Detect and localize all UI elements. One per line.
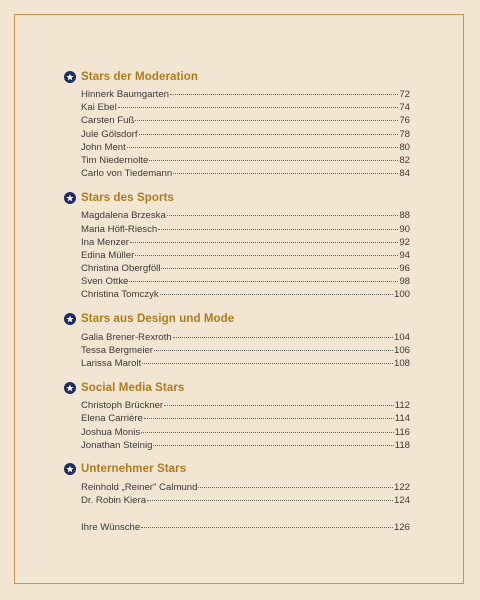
toc-entry xyxy=(81,141,410,154)
dot-leader xyxy=(142,363,393,364)
dot-leader xyxy=(173,337,393,338)
dot-leader xyxy=(154,350,393,351)
dot-leader xyxy=(170,94,398,95)
section-entries xyxy=(64,209,410,301)
dot-leader xyxy=(158,229,398,230)
section-title: Unternehmer Stars xyxy=(81,463,187,476)
entry-name: John Ment xyxy=(81,141,126,153)
entry-page-number: 88 xyxy=(399,210,410,222)
entry-page-number: 112 xyxy=(394,400,410,412)
toc-entry xyxy=(81,331,410,344)
section-entries xyxy=(64,481,410,507)
dot-leader xyxy=(135,255,398,256)
entry-page-number: 126 xyxy=(393,522,410,534)
dot-leader xyxy=(147,500,393,501)
section-title: Stars aus Design und Mode xyxy=(81,313,235,326)
dot-leader xyxy=(144,418,394,419)
entry-name: Jule Gölsdorf xyxy=(81,128,138,140)
section-title: Stars des Sports xyxy=(81,191,174,204)
dot-leader xyxy=(130,242,398,243)
entry-name: Christina Tomczyk xyxy=(81,289,159,301)
entry-name: Dr. Robin Kiera xyxy=(81,495,147,507)
table-of-contents xyxy=(64,68,410,535)
entry-page-number: 96 xyxy=(399,263,410,275)
toc-entry xyxy=(81,439,410,452)
entry-name: Sven Ottke xyxy=(81,276,129,288)
toc-entry xyxy=(81,357,410,370)
section-heading xyxy=(64,68,410,85)
dot-leader xyxy=(141,432,394,433)
entry-page-number: 90 xyxy=(399,223,410,235)
entry-name: Kai Ebel xyxy=(81,102,117,114)
entry-name: Tessa Bergmeier xyxy=(81,344,153,356)
toc-entry xyxy=(81,262,410,275)
section-heading xyxy=(64,189,410,206)
section-title: Social Media Stars xyxy=(81,381,185,394)
entry-name: Reinhold „Reiner" Calmund xyxy=(81,481,198,493)
dot-leader xyxy=(153,445,393,446)
toc-section xyxy=(64,311,410,371)
entry-page-number: 122 xyxy=(393,481,410,493)
section-entries xyxy=(64,88,410,180)
toc-entry xyxy=(81,154,410,167)
entry-name: Christina Obergföll xyxy=(81,263,161,275)
entry-page-number: 104 xyxy=(393,331,410,343)
toc-entry-extra xyxy=(81,521,410,534)
toc-entry xyxy=(81,426,410,439)
entry-page-number: 78 xyxy=(399,128,410,140)
section-entries xyxy=(64,399,410,452)
entry-page-number: 74 xyxy=(399,102,410,114)
entry-name: Tim Niedernolte xyxy=(81,154,149,166)
section-heading xyxy=(64,461,410,478)
star-icon xyxy=(64,313,76,325)
dot-leader xyxy=(141,527,393,528)
dot-leader xyxy=(198,487,393,488)
toc-entry xyxy=(81,128,410,141)
entry-page-number: 98 xyxy=(399,276,410,288)
toc-entry xyxy=(81,167,410,180)
entry-page-number: 108 xyxy=(393,358,410,369)
entry-page-number: 118 xyxy=(394,439,410,451)
dot-leader xyxy=(164,405,394,406)
dot-leader xyxy=(139,134,399,135)
entry-name: Ihre Wünsche xyxy=(81,522,141,534)
toc-entry xyxy=(81,88,410,101)
toc-entry xyxy=(81,249,410,262)
entry-page-number: 114 xyxy=(394,413,410,425)
dot-leader xyxy=(129,281,398,282)
dot-leader xyxy=(173,173,398,174)
entry-name: Jonathan Steinig xyxy=(81,439,153,451)
dot-leader xyxy=(149,160,398,161)
entry-name: Galia Brener-Rexroth xyxy=(81,331,172,343)
entry-name: Larissa Marolt xyxy=(81,358,142,369)
entry-name: Maria Höfl-Riesch xyxy=(81,223,158,235)
dot-leader xyxy=(167,215,399,216)
entry-page-number: 84 xyxy=(399,168,410,180)
toc-entry xyxy=(81,101,410,114)
star-icon xyxy=(64,382,76,394)
star-icon xyxy=(64,192,76,204)
entry-name: Ina Menzer xyxy=(81,236,129,248)
star-icon xyxy=(64,71,76,83)
entry-page-number: 106 xyxy=(393,344,410,356)
toc-section xyxy=(64,68,410,180)
dot-leader xyxy=(160,294,393,295)
section-title: Stars der Moderation xyxy=(81,70,199,83)
section-heading xyxy=(64,311,410,328)
entry-page-number: 124 xyxy=(393,495,410,507)
toc-entry xyxy=(81,288,410,301)
entry-name: Joshua Monis xyxy=(81,426,141,438)
star-icon xyxy=(64,463,76,475)
toc-section xyxy=(64,189,410,301)
toc-entry xyxy=(81,399,410,412)
entry-page-number: 92 xyxy=(399,236,410,248)
dot-leader xyxy=(118,107,399,108)
toc-entry xyxy=(81,412,410,425)
section-entries xyxy=(64,331,410,371)
toc-entry xyxy=(81,114,410,127)
toc-entry xyxy=(81,209,410,222)
dot-leader xyxy=(135,120,398,121)
entry-page-number: 76 xyxy=(399,115,410,127)
toc-section xyxy=(64,461,410,507)
entry-page-number: 72 xyxy=(399,89,410,100)
dot-leader xyxy=(161,268,398,269)
entry-name: Elena Carrière xyxy=(81,413,143,425)
toc-entry xyxy=(81,344,410,357)
toc-entry xyxy=(81,481,410,494)
extra-entry-wrapper xyxy=(64,521,410,534)
entry-name: Christoph Brückner xyxy=(81,400,164,412)
toc-section xyxy=(64,379,410,452)
entry-page-number: 80 xyxy=(399,141,410,153)
entry-name: Carsten Fuß xyxy=(81,115,135,127)
dot-leader xyxy=(127,147,399,148)
section-heading xyxy=(64,379,410,396)
toc-entry xyxy=(81,275,410,288)
entry-page-number: 116 xyxy=(394,426,410,438)
entry-name: Edina Müller xyxy=(81,249,135,261)
entry-page-number: 82 xyxy=(399,154,410,166)
entry-name: Magdalena Brzeska xyxy=(81,210,166,222)
toc-entry xyxy=(81,223,410,236)
entry-name: Carlo von Tiedemann xyxy=(81,168,173,180)
entry-page-number: 94 xyxy=(399,249,410,261)
entry-page-number: 100 xyxy=(393,289,410,301)
toc-entry xyxy=(81,494,410,507)
entry-name: Hinnerk Baumgarten xyxy=(81,89,169,100)
toc-entry xyxy=(81,236,410,249)
